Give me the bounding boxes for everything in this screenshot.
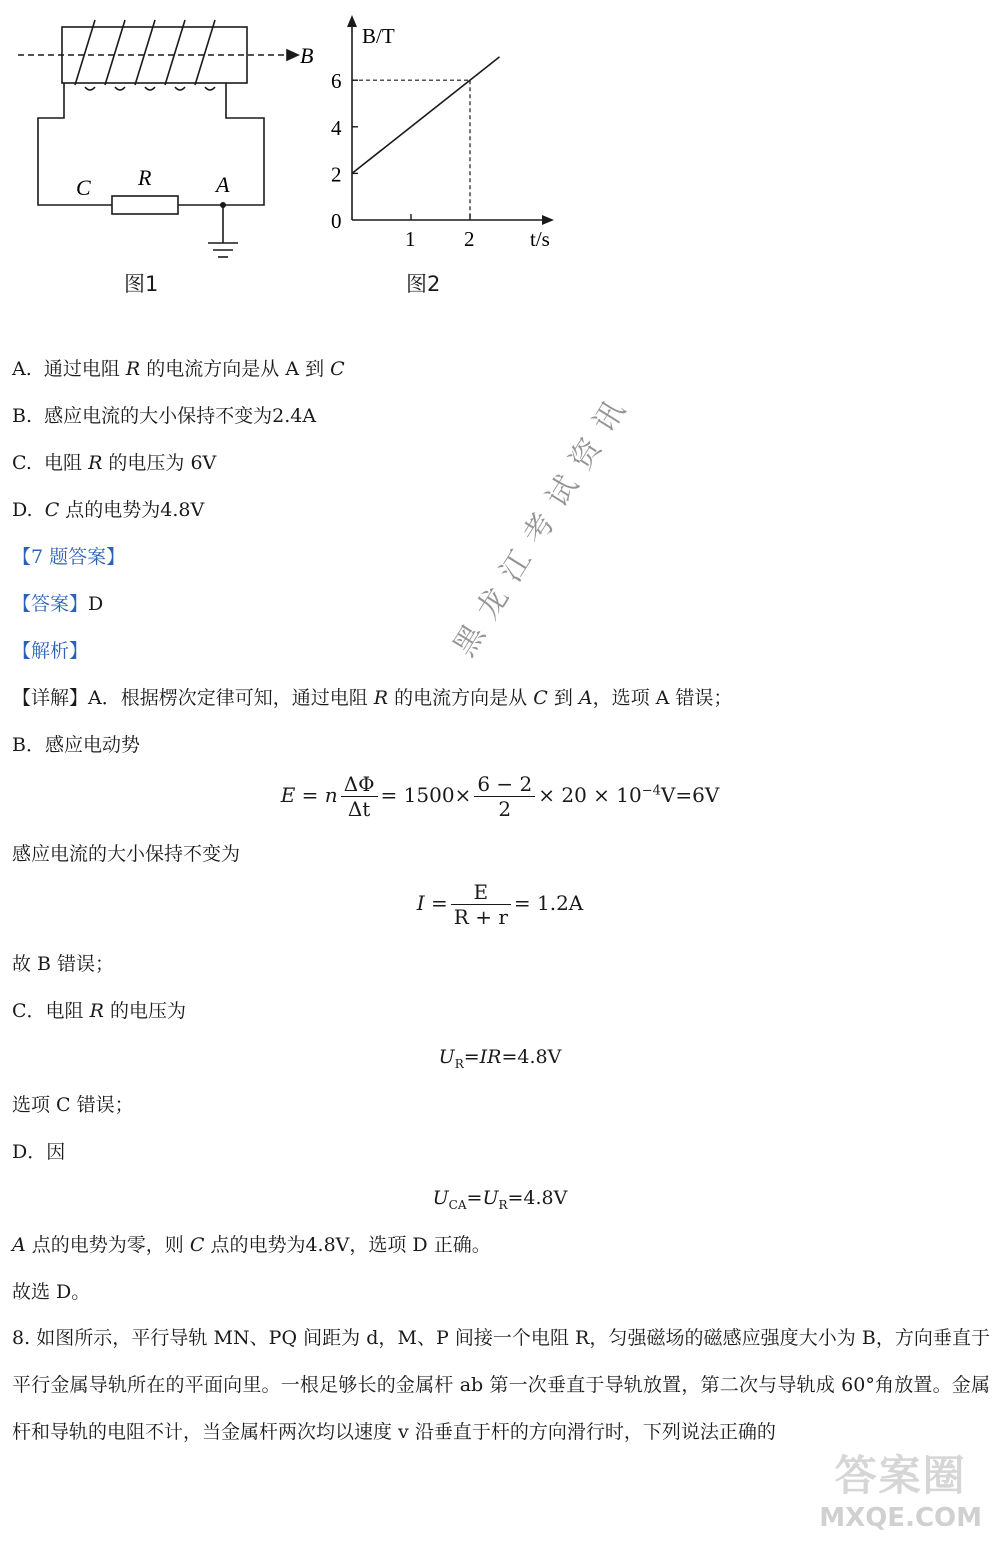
x-tick-label: 1 bbox=[405, 227, 416, 251]
detail-paragraph-b: B．感应电动势 bbox=[12, 734, 140, 756]
option-a: A. 通过电阻 R 的电流方向是从 A 到 C bbox=[12, 358, 345, 380]
q7-answer-header: 【7 题答案】 bbox=[12, 546, 126, 568]
x-axis-label: t/s bbox=[530, 227, 550, 251]
detail-paragraph-d: D．因 bbox=[12, 1141, 66, 1163]
answer-line bbox=[12, 592, 103, 616]
analysis-label: 【解析】 bbox=[12, 640, 89, 662]
ground-icon bbox=[208, 243, 238, 257]
y-axis-label: B/T bbox=[362, 24, 395, 48]
question-8-text: 8. 如图所示，平行导轨 MN、PQ 间距为 d，M、P 间接一个电阻 R，匀强磁场的磁感应强度大小为 B，方向垂直于平行金属导轨所在的平面向里。一根足够长的金属杆 ab 第一次垂直于导轨放置，第二次与导轨成 60°角放置。金属杆和导轨的电阻不计，当金属杆两次均以速度 v 沿垂直于杆的方向滑行时，下列说法正确的 bbox=[12, 1327, 990, 1443]
equation-uca: $U_{CA}=U_R=4.8V$ bbox=[432, 1187, 568, 1212]
y-tick-label: 4 bbox=[331, 115, 342, 140]
label-C: C bbox=[76, 175, 91, 200]
figure-1-caption: 图1 bbox=[124, 272, 159, 296]
y-tick-label: 2 bbox=[331, 162, 342, 187]
detail-paragraph-c: C．电阻 R 的电压为 bbox=[12, 1000, 186, 1022]
option-c: C. 电阻 R 的电压为 6V bbox=[12, 452, 217, 474]
detail-paragraph-b-wrong: 故 B 错误； bbox=[12, 953, 115, 975]
node-A-dot bbox=[220, 202, 226, 208]
option-d: D. C 点的电势为4.8V bbox=[12, 499, 205, 521]
x-tick-label: 2 bbox=[464, 227, 475, 251]
final-choice: 故选 D。 bbox=[12, 1281, 91, 1303]
left-lead bbox=[38, 83, 112, 205]
equation-voltage: $U_R=IR=4.8V$ bbox=[438, 1046, 562, 1071]
equation-current: I = $\frac{E}{R + r}$ = 1.2A bbox=[416, 880, 584, 929]
series-line bbox=[352, 57, 500, 173]
option-b: B. 感应电流的大小保持不变为2.4A bbox=[12, 405, 317, 427]
field-arrow-icon bbox=[287, 50, 298, 60]
detail-paragraph-current: 感应电流的大小保持不变为 bbox=[12, 843, 241, 865]
site-logo: 答案圈 MXQE.COM bbox=[819, 1451, 982, 1533]
figure-2-caption: 图2 bbox=[406, 272, 441, 296]
label-B: B bbox=[300, 43, 314, 68]
y-axis-arrow-icon bbox=[347, 15, 357, 27]
watermark-text: 黑龙江考试资讯 bbox=[446, 383, 640, 663]
answer-label: 【答案】 bbox=[12, 593, 89, 615]
label-R: R bbox=[138, 165, 152, 190]
figure-1-circuit bbox=[0, 0, 320, 300]
label-A: A bbox=[216, 172, 230, 197]
y-tick-label: 6 bbox=[331, 69, 342, 94]
x-axis-arrow-icon bbox=[542, 215, 554, 225]
detail-paragraph-a: 【详解】A．根据楞次定律可知，通过电阻 R 的电流方向是从 C 到 A，选项 A 错误； bbox=[12, 687, 733, 709]
answer-value: D bbox=[88, 593, 104, 615]
figure-2-graph bbox=[320, 0, 580, 300]
detail-paragraph-d-conclusion: A 点的电势为零，则 C 点的电势为4.8V，选项 D 正确。 bbox=[12, 1234, 491, 1256]
equation-emf: E = n $\frac{\Delta\Phi}{\Delta t}$ = 1500× $\frac{6 - 2}{2}$ × $20 \times 10^{-4}V=6V$ bbox=[280, 772, 720, 821]
resistor-R bbox=[112, 196, 178, 214]
origin-label: 0 bbox=[331, 209, 342, 233]
detail-paragraph-c-wrong: 选项 C 错误； bbox=[12, 1094, 134, 1116]
